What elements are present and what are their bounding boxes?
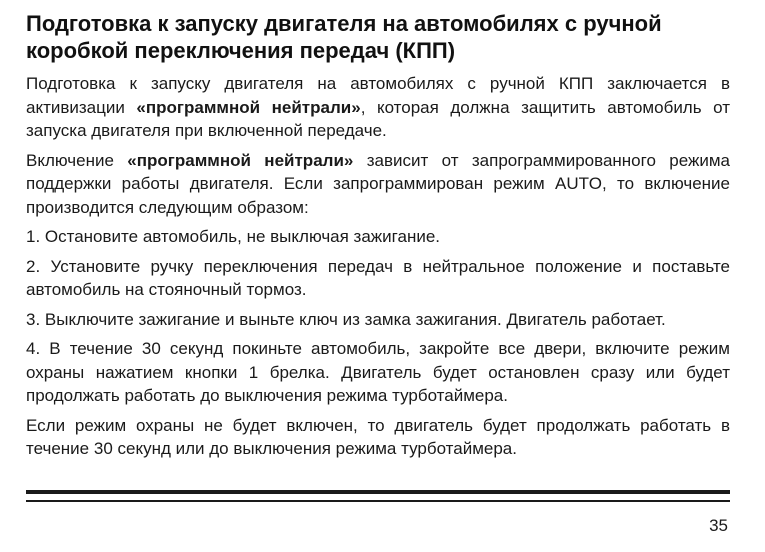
intro-bold-term: «программной нейтрали» <box>136 97 361 117</box>
activation-paragraph <box>26 149 730 220</box>
step-4: 4. В течение 30 секунд покиньте автомобиль, закройте все двери, включите режим охраны нажатием кнопки 1 брелка. Двигатель будет остановлен сразу или будет продолжать работать до выключения режима турботаймера. <box>26 339 730 405</box>
step-3: 3. Выключите зажигание и выньте ключ из замка зажигания. Двигатель работает. <box>26 309 666 329</box>
footer-rule-thin <box>26 500 730 502</box>
document-page <box>26 10 730 467</box>
note-paragraph: Если режим охраны не будет включен, то двигатель будет продолжать работать в течение 30 секунд или до выключения режима турботаймера. <box>26 415 730 458</box>
activation-text-end: зависит от запрограммированного режима поддержки работы двигателя. Если запрограммирован режим AUTO, то включение производится следующим образом: <box>26 150 731 217</box>
intro-text-end: , которая должна защитить автомобиль от запуска двигателя при включенной передаче. <box>26 97 731 140</box>
step-2: 2. Установите ручку переключения передач в нейтральное положение и поставьте автомобиль на стояночный тормоз. <box>26 256 730 299</box>
activation-bold-term: «программной нейтрали» <box>127 150 354 170</box>
intro-paragraph <box>26 72 730 143</box>
intro-text-start: Подготовка к запуску двигателя на автомобилях с ручной КПП заключается в активизации <box>26 74 730 117</box>
activation-text-start: Включение <box>26 150 128 170</box>
page-number: 35 <box>709 516 728 535</box>
step-1: 1. Остановите автомобиль, не выключая зажигание. <box>26 227 441 246</box>
footer-rule-thick <box>26 490 730 494</box>
section-title: Подготовка к запуску двигателя на автомобилях с ручной коробкой переключения передач (КПП) <box>26 11 662 63</box>
